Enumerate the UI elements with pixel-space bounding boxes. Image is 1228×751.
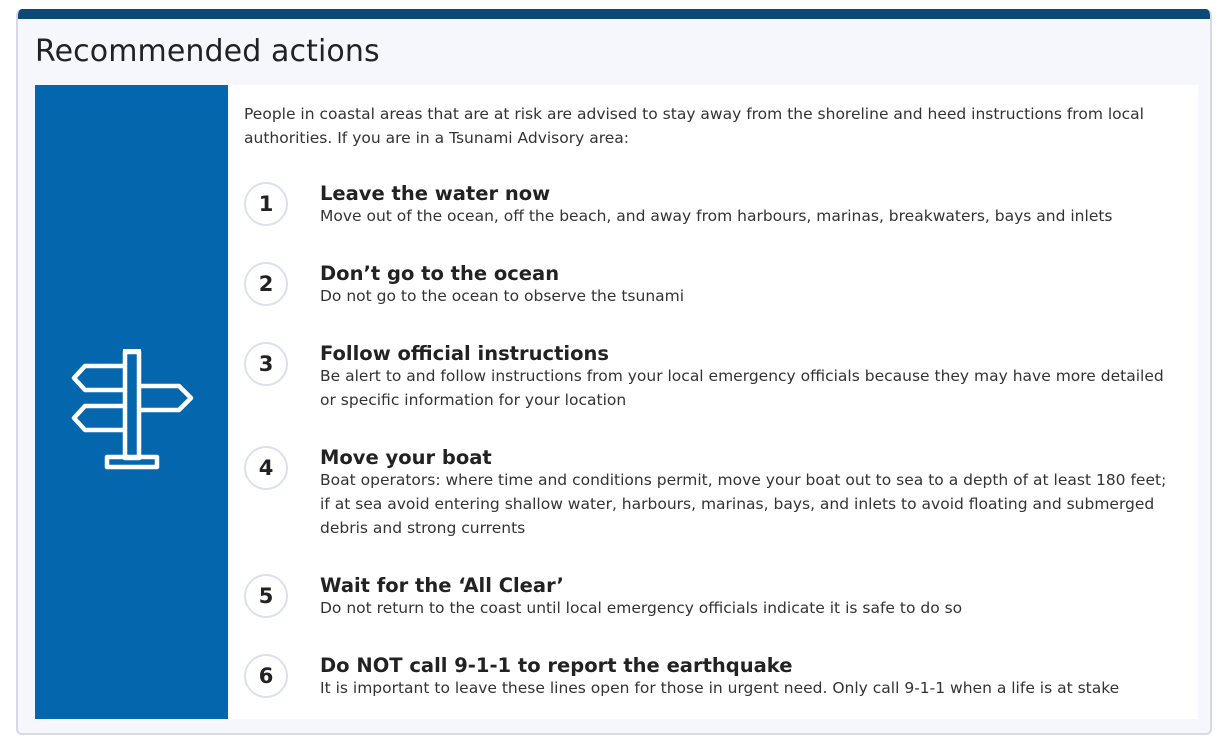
icon-strip <box>35 85 228 719</box>
actions-panel <box>35 85 1198 719</box>
step-description: Do not return to the coast until local emergency officials indicate it is safe to do so <box>320 599 963 617</box>
step-title: Wait for the ‘All Clear’ <box>320 574 564 597</box>
signpost-icon <box>71 349 195 471</box>
recommended-actions-card <box>16 9 1212 735</box>
step-number-badge: 4 <box>244 446 288 490</box>
card-top-bar <box>18 9 1210 19</box>
step-number-badge: 5 <box>244 574 288 618</box>
step-title: Leave the water now <box>320 182 551 205</box>
step-title: Do NOT call 9-1-1 to report the earthquake <box>320 654 793 677</box>
step-description: Do not go to the ocean to observe the tsunami <box>320 287 685 305</box>
step-description: Boat operators: where time and conditions permit, move your boat out to sea to a depth of at least 180 feet; if at sea avoid entering shallow water, harbours, marinas, bays, and inlets to avoid floating and submerged debris and strong currents <box>320 471 1167 537</box>
step-description: Move out of the ocean, off the beach, and away from harbours, marinas, breakwaters, bays and inlets <box>320 207 1113 225</box>
step-title: Move your boat <box>320 446 492 469</box>
step-description: It is important to leave these lines open for those in urgent need. Only call 9-1-1 when a life is at stake <box>320 679 1120 697</box>
step-title: Don’t go to the ocean <box>320 262 560 285</box>
section-title: Recommended actions <box>35 34 380 69</box>
step-title: Follow official instructions <box>320 342 609 365</box>
step-number-badge: 3 <box>244 342 288 386</box>
step-number-badge: 6 <box>244 654 288 698</box>
step-number-badge: 2 <box>244 262 288 306</box>
step-description: Be alert to and follow instructions from your local emergency officials because they may have more detailed or specific information for your location <box>320 367 1164 409</box>
intro-text: People in coastal areas that are at risk are advised to stay away from the shoreline and heed instructions from local authorities. If you are in a Tsunami Advisory area: <box>244 105 1144 147</box>
step-number-badge: 1 <box>244 182 288 226</box>
